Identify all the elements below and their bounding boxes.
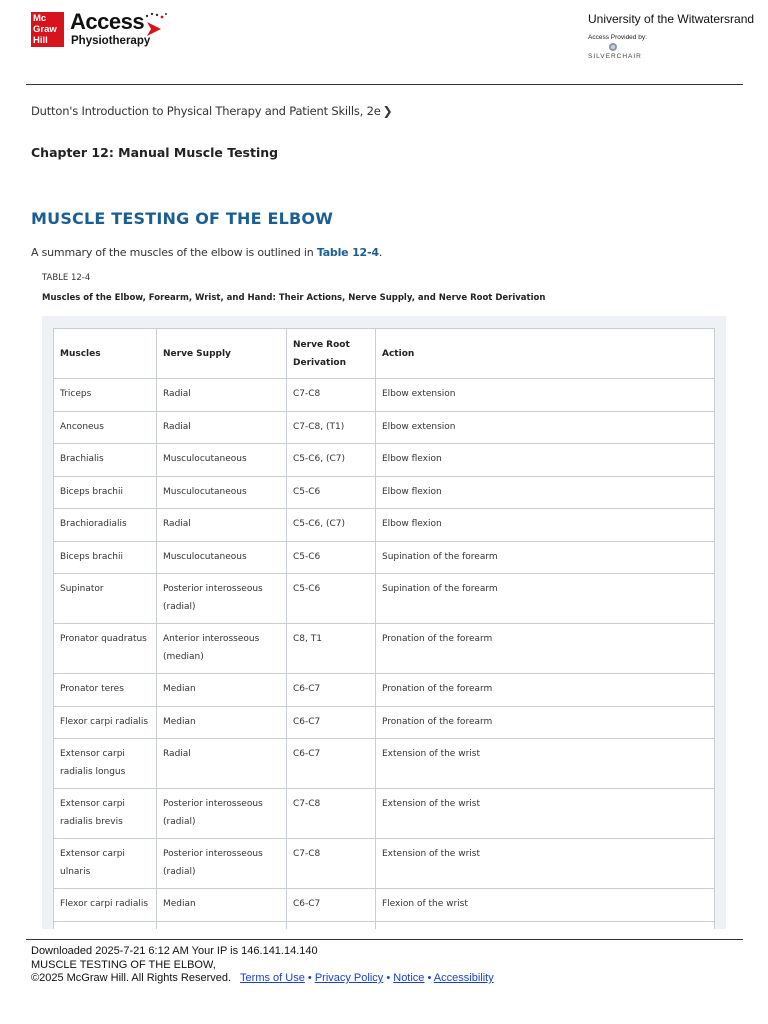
cell-nerve-supply: Posterior interosseous (radial) bbox=[157, 789, 287, 839]
cell-muscle: Pronator teres bbox=[54, 674, 157, 707]
table-link[interactable]: Table 12-4 bbox=[316, 246, 379, 259]
breadcrumb-book[interactable]: Dutton's Introduction to Physical Therapy and Patient Skills, 2e bbox=[31, 104, 381, 118]
cell-nerve-supply: Median bbox=[157, 706, 287, 739]
summary-prefix: A summary of the muscles of the elbow is outlined in bbox=[31, 246, 317, 259]
cell-muscle: Extensor carpi radialis longus bbox=[54, 739, 157, 789]
cell-nerve-supply: Anterior interosseous (median) bbox=[157, 624, 287, 674]
cell-nerve-supply: Musculocutaneous bbox=[157, 444, 287, 477]
cell-nerve-root: C5-C6 bbox=[287, 541, 376, 574]
table-row bbox=[54, 839, 715, 889]
privacy-policy-link[interactable]: Privacy Policy bbox=[314, 972, 384, 984]
cell-muscle: Triceps bbox=[54, 379, 157, 412]
table-row bbox=[54, 739, 715, 789]
accessibility-link[interactable]: Accessibility bbox=[433, 972, 494, 984]
header-nerve-root: Nerve Root Derivation bbox=[287, 329, 376, 379]
header-muscles: Muscles bbox=[54, 329, 157, 379]
table-caption: Muscles of the Elbow, Forearm, Wrist, and Hand: Their Actions, Nerve Supply, and Nerve Root Derivation bbox=[42, 293, 546, 303]
cell-nerve-supply: Musculocutaneous bbox=[157, 541, 287, 574]
header-action: Action bbox=[376, 329, 715, 379]
cell-nerve-supply: Musculocutaneous bbox=[157, 476, 287, 509]
cell-nerve-supply: Radial bbox=[157, 411, 287, 444]
access-provided-label: Access Provided by: bbox=[588, 34, 647, 41]
header-nerve-supply: Nerve Supply bbox=[157, 329, 287, 379]
page-footer bbox=[31, 945, 494, 986]
cell-nerve-root: C7-C8 bbox=[287, 789, 376, 839]
cell-action: Extension of the wrist bbox=[376, 739, 715, 789]
breadcrumb[interactable] bbox=[31, 104, 392, 118]
chevron-right-icon[interactable]: ❯ bbox=[382, 104, 393, 118]
table-row bbox=[54, 444, 715, 477]
table-header-row bbox=[54, 329, 715, 379]
cell-nerve-root bbox=[287, 921, 376, 929]
footer-legal: ©2025 McGraw Hill. All Rights Reserved. Terms of Use • Privacy Policy • Notice • Accessibility bbox=[31, 972, 494, 984]
notice-link[interactable]: Notice bbox=[393, 972, 425, 984]
cell-nerve-root: C6-C7 bbox=[287, 889, 376, 922]
terms-of-use-link[interactable]: Terms of Use bbox=[240, 972, 305, 984]
footer-divider bbox=[26, 939, 743, 940]
table-row bbox=[54, 789, 715, 839]
institution-name: University of the Witwatersrand bbox=[588, 12, 755, 26]
muscle-table bbox=[53, 328, 715, 929]
cell-action: Pronation of the forearm bbox=[376, 706, 715, 739]
mcgraw-hill-logo[interactable] bbox=[31, 12, 64, 47]
brand-subtitle: Physiotherapy bbox=[71, 35, 151, 47]
cell-action: Pronation of the forearm bbox=[376, 674, 715, 707]
table-row bbox=[54, 379, 715, 412]
brand-title[interactable]: Access bbox=[70, 9, 145, 34]
download-info: Downloaded 2025-7-21 6:12 AM Your IP is 146.141.14.140 bbox=[31, 945, 318, 957]
cell-nerve-root: C7-C8 bbox=[287, 379, 376, 412]
cell-muscle: Brachioradialis bbox=[54, 509, 157, 542]
cell-action: Elbow extension bbox=[376, 411, 715, 444]
cell-muscle: Biceps brachii bbox=[54, 476, 157, 509]
table-row bbox=[54, 889, 715, 922]
copyright: ©2025 McGraw Hill. All Rights Reserved. bbox=[31, 972, 232, 984]
cell-muscle: Biceps brachii bbox=[54, 541, 157, 574]
cell-nerve-root: C5-C6 bbox=[287, 574, 376, 624]
cell-muscle: Supinator bbox=[54, 574, 157, 624]
table-row bbox=[54, 476, 715, 509]
cell-muscle: Flexor carpi radialis bbox=[54, 889, 157, 922]
table-row bbox=[54, 541, 715, 574]
cell-nerve-supply: Posterior interosseous (radial) bbox=[157, 574, 287, 624]
cell-nerve-root: C6-C7 bbox=[287, 706, 376, 739]
cell-nerve-root: C7-C8 bbox=[287, 839, 376, 889]
cell-nerve-supply: Median bbox=[157, 674, 287, 707]
cell-muscle: Extensor carpi ulnaris bbox=[54, 839, 157, 889]
cell-muscle: Extensor carpi radialis brevis bbox=[54, 789, 157, 839]
table-row bbox=[54, 411, 715, 444]
summary-suffix: . bbox=[378, 246, 383, 259]
logo-line-1: Mc bbox=[33, 13, 47, 24]
table-row bbox=[54, 921, 715, 929]
cell-action: Flexion of the wrist bbox=[376, 889, 715, 922]
cell-action: Elbow flexion bbox=[376, 476, 715, 509]
cell-action: Elbow flexion bbox=[376, 509, 715, 542]
table-row bbox=[54, 624, 715, 674]
section-reference: MUSCLE TESTING OF THE ELBOW, bbox=[31, 958, 216, 971]
cell-action: Elbow extension bbox=[376, 379, 715, 412]
section-summary bbox=[31, 246, 382, 259]
table-container[interactable] bbox=[42, 316, 726, 929]
header-divider bbox=[26, 84, 743, 85]
table-row bbox=[54, 674, 715, 707]
table-row bbox=[54, 509, 715, 542]
section-title: MUSCLE TESTING OF THE ELBOW bbox=[31, 209, 334, 228]
cell-action: Elbow flexion bbox=[376, 444, 715, 477]
table-row bbox=[54, 574, 715, 624]
cell-action: Supination of the forearm bbox=[376, 574, 715, 624]
cell-nerve-root: C5-C6, (C7) bbox=[287, 444, 376, 477]
cell-nerve-supply: Radial bbox=[157, 739, 287, 789]
access-sparkle-icon bbox=[143, 12, 169, 42]
logo-line-2: Graw bbox=[33, 24, 57, 35]
cell-nerve-supply: Median bbox=[157, 889, 287, 922]
cell-muscle: Anconeus bbox=[54, 411, 157, 444]
cell-action: Extension of the wrist bbox=[376, 789, 715, 839]
cell-muscle: Flexor carpi radialis bbox=[54, 706, 157, 739]
table-row bbox=[54, 706, 715, 739]
cell-nerve-supply: Radial bbox=[157, 379, 287, 412]
cell-nerve-root: C8, T1 bbox=[287, 624, 376, 674]
cell-action bbox=[376, 921, 715, 929]
cell-nerve-root: C7-C8, (T1) bbox=[287, 411, 376, 444]
cell-action: Extension of the wrist bbox=[376, 839, 715, 889]
cell-action: Supination of the forearm bbox=[376, 541, 715, 574]
cell-nerve-supply: Posterior interosseous (radial) bbox=[157, 839, 287, 889]
cell-nerve-supply: Radial bbox=[157, 509, 287, 542]
table-label: TABLE 12-4 bbox=[42, 273, 91, 283]
cell-muscle bbox=[54, 921, 157, 929]
cell-nerve-root: C5-C6, (C7) bbox=[287, 509, 376, 542]
chapter-title: Chapter 12: Manual Muscle Testing bbox=[31, 145, 279, 160]
cell-nerve-supply bbox=[157, 921, 287, 929]
cell-muscle: Brachialis bbox=[54, 444, 157, 477]
site-header bbox=[0, 0, 768, 85]
cell-muscle: Pronator quadratus bbox=[54, 624, 157, 674]
provider-name: SILVERCHAIR bbox=[588, 53, 642, 60]
cell-nerve-root: C6-C7 bbox=[287, 739, 376, 789]
cell-action: Pronation of the forearm bbox=[376, 624, 715, 674]
cell-nerve-root: C6-C7 bbox=[287, 674, 376, 707]
cell-nerve-root: C5-C6 bbox=[287, 476, 376, 509]
logo-line-3: Hill bbox=[33, 35, 48, 46]
